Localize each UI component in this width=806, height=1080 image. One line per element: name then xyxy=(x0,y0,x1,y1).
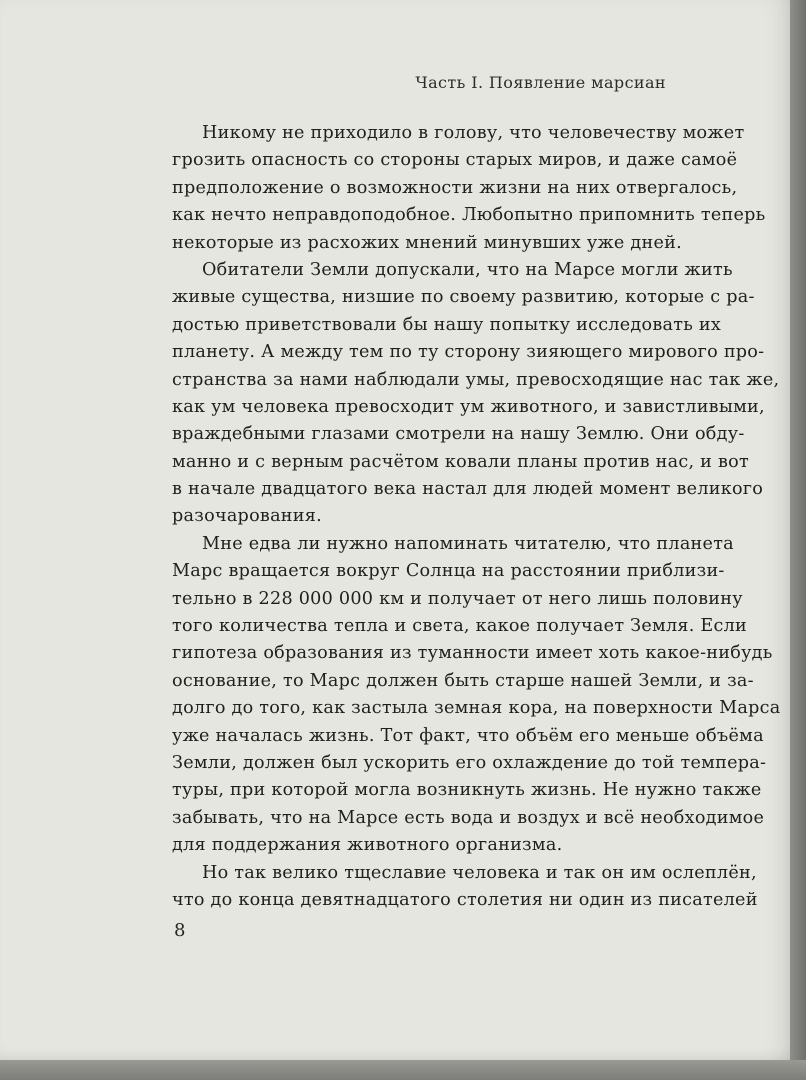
body-text xyxy=(172,120,781,914)
text-line: туры, при которой могла возникнуть жизнь. Не нужно также xyxy=(172,780,762,801)
page-edge-shadow xyxy=(790,0,806,1080)
text-line: забывать, что на Марсе есть вода и воздух и всё необходимое xyxy=(172,807,765,828)
paragraph-1 xyxy=(172,120,766,257)
paragraph-2 xyxy=(172,257,780,531)
text-line: живые существа, низшие по своему развитию, которые с ра- xyxy=(172,287,755,308)
text-line: Марс вращается вокруг Солнца на расстоянии приблизи- xyxy=(172,561,725,582)
text-line: гипотеза образования из туманности имеет хоть какое-нибудь xyxy=(172,643,773,664)
text-line: Земли, должен был ускорить его охлаждение до той темпера- xyxy=(172,752,767,773)
text-line: в начале двадцатого века настал для людей момент великого xyxy=(172,479,764,500)
paragraph-3 xyxy=(172,531,781,860)
text-line: того количества тепла и света, какое получает Земля. Если xyxy=(172,616,748,637)
text-line: Но так велико тщеславие человека и так он им ослеплён, xyxy=(202,862,757,883)
text-line: некоторые из расхожих мнений минувших уже дней. xyxy=(172,232,682,253)
text-line: Обитатели Земли допускали, что на Марсе могли жить xyxy=(202,259,733,280)
page-number: 8 xyxy=(174,920,186,941)
text-line: как нечто неправдоподобное. Любопытно припомнить теперь xyxy=(172,205,766,226)
text-line: Никому не приходило в голову, что человечеству может xyxy=(202,123,745,143)
text-line: как ум человека превосходит ум животного, и завистливыми, xyxy=(172,396,765,417)
text-line: Мне едва ли нужно напоминать читателю, что планета xyxy=(202,533,734,554)
text-line: достью приветствовали бы нашу попытку исследовать их xyxy=(172,314,722,335)
text-line: тельно в 228 000 000 км и получает от него лишь половину xyxy=(172,588,743,609)
running-head: Часть I. Появление марсиан xyxy=(415,73,666,92)
paragraph-4 xyxy=(172,860,758,915)
text-line: враждебными глазами смотрели на нашу Землю. Они обду- xyxy=(172,424,745,445)
text-line: странства за нами наблюдали умы, превосходящие нас так же, xyxy=(172,369,780,390)
text-line: манно и с верным расчётом ковали планы против нас, и вот xyxy=(172,451,749,472)
text-line: разочарования. xyxy=(172,506,322,527)
text-line: планету. А между тем по ту сторону зияющего мирового про- xyxy=(172,342,765,363)
text-line: для поддержания животного организма. xyxy=(172,835,563,856)
text-line: уже началась жизнь. Тот факт, что объём его меньше объёма xyxy=(172,725,764,746)
text-line: что до конца девятнадцатого столетия ни один из писателей xyxy=(172,889,758,910)
text-line: основание, то Марс должен быть старше нашей Земли, и за- xyxy=(172,670,754,691)
text-line: грозить опасность со стороны старых миров, и даже самоё xyxy=(172,150,738,171)
text-line: долго до того, как застыла земная кора, на поверхности Марса xyxy=(172,698,781,719)
page-bottom-shadow xyxy=(0,1060,806,1080)
text-line: предположение о возможности жизни на них отвергалось, xyxy=(172,177,738,198)
